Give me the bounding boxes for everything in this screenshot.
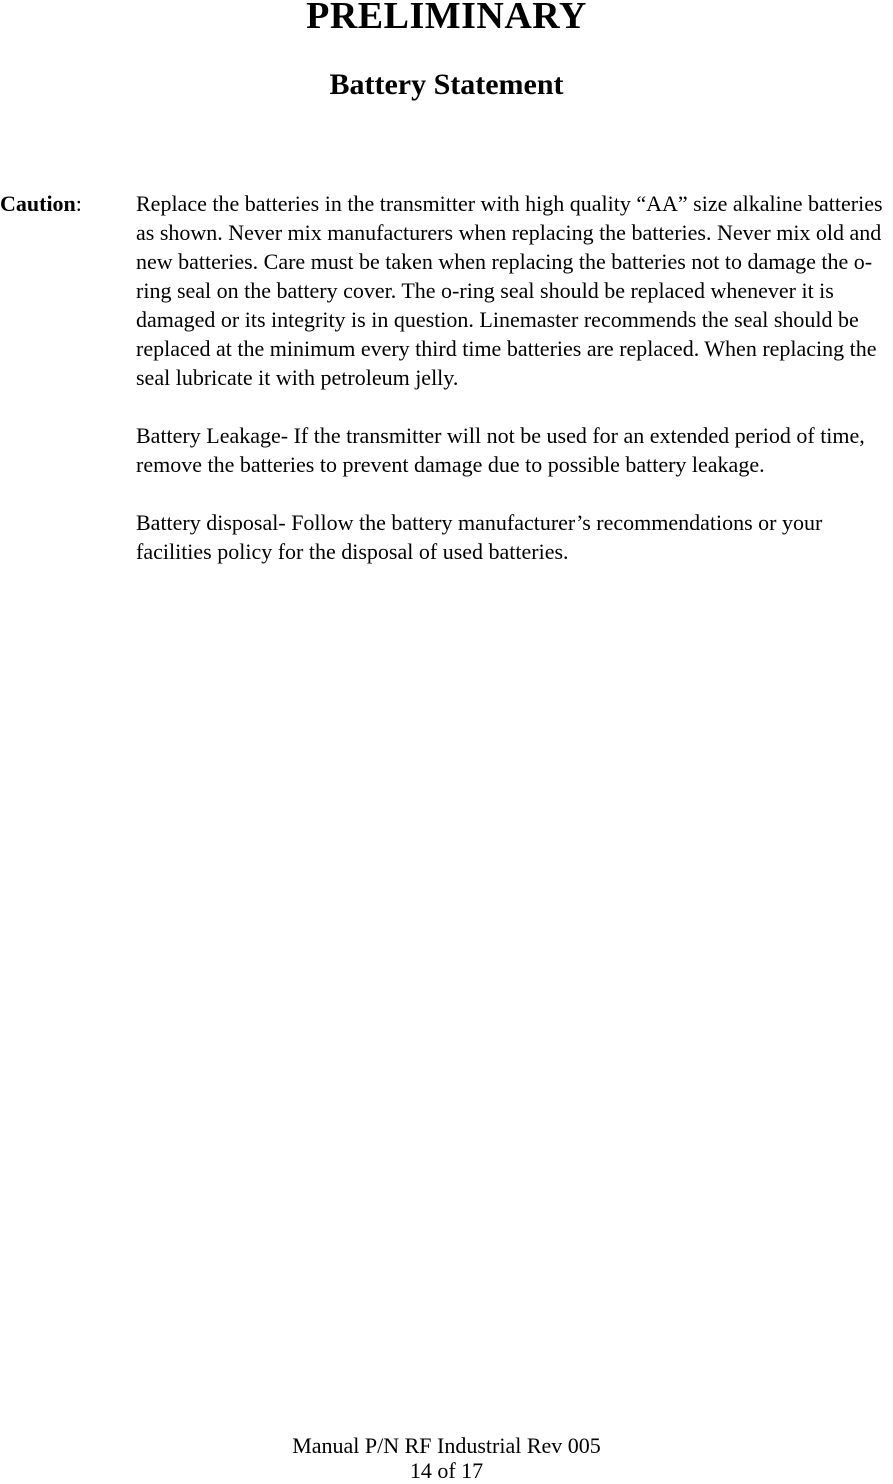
page-footer xyxy=(0,1433,893,1483)
page-title: Battery Statement xyxy=(329,68,564,101)
manual-part-number: Manual P/N RF Industrial Rev 005 xyxy=(292,1433,601,1458)
battery-leakage-paragraph: Battery Leakage- If the transmitter will not be used for an extended period of time, remove the batteries to prevent damage due to possible battery leakage. xyxy=(136,423,865,477)
preliminary-banner: PRELIMINARY xyxy=(306,0,587,37)
battery-disposal-paragraph: Battery disposal- Follow the battery manufacturer’s recommendations or your facilities policy for the disposal of used batteries. xyxy=(136,510,823,564)
caution-label-colon: : xyxy=(75,191,82,216)
page-number: 14 of 17 xyxy=(409,1458,484,1483)
caution-label xyxy=(0,189,82,218)
battery-replacement-paragraph: Replace the batteries in the transmitter with high quality “AA” size alkaline batteries as shown. Never mix manufacturers when replacing the batteries. Never mix old and new batteries. Care must be taken when replacing the batteries not to damage the o-ring seal on the battery cover. The o-ring seal should be replaced whenever it is damaged or its integrity is in question. Linemaster recommends the seal should be replaced at the minimum every third time batteries are replaced. When replacing the seal lubricate it with petroleum jelly. xyxy=(136,191,883,390)
caution-body xyxy=(136,189,893,595)
caution-label-text: Caution xyxy=(0,191,76,216)
